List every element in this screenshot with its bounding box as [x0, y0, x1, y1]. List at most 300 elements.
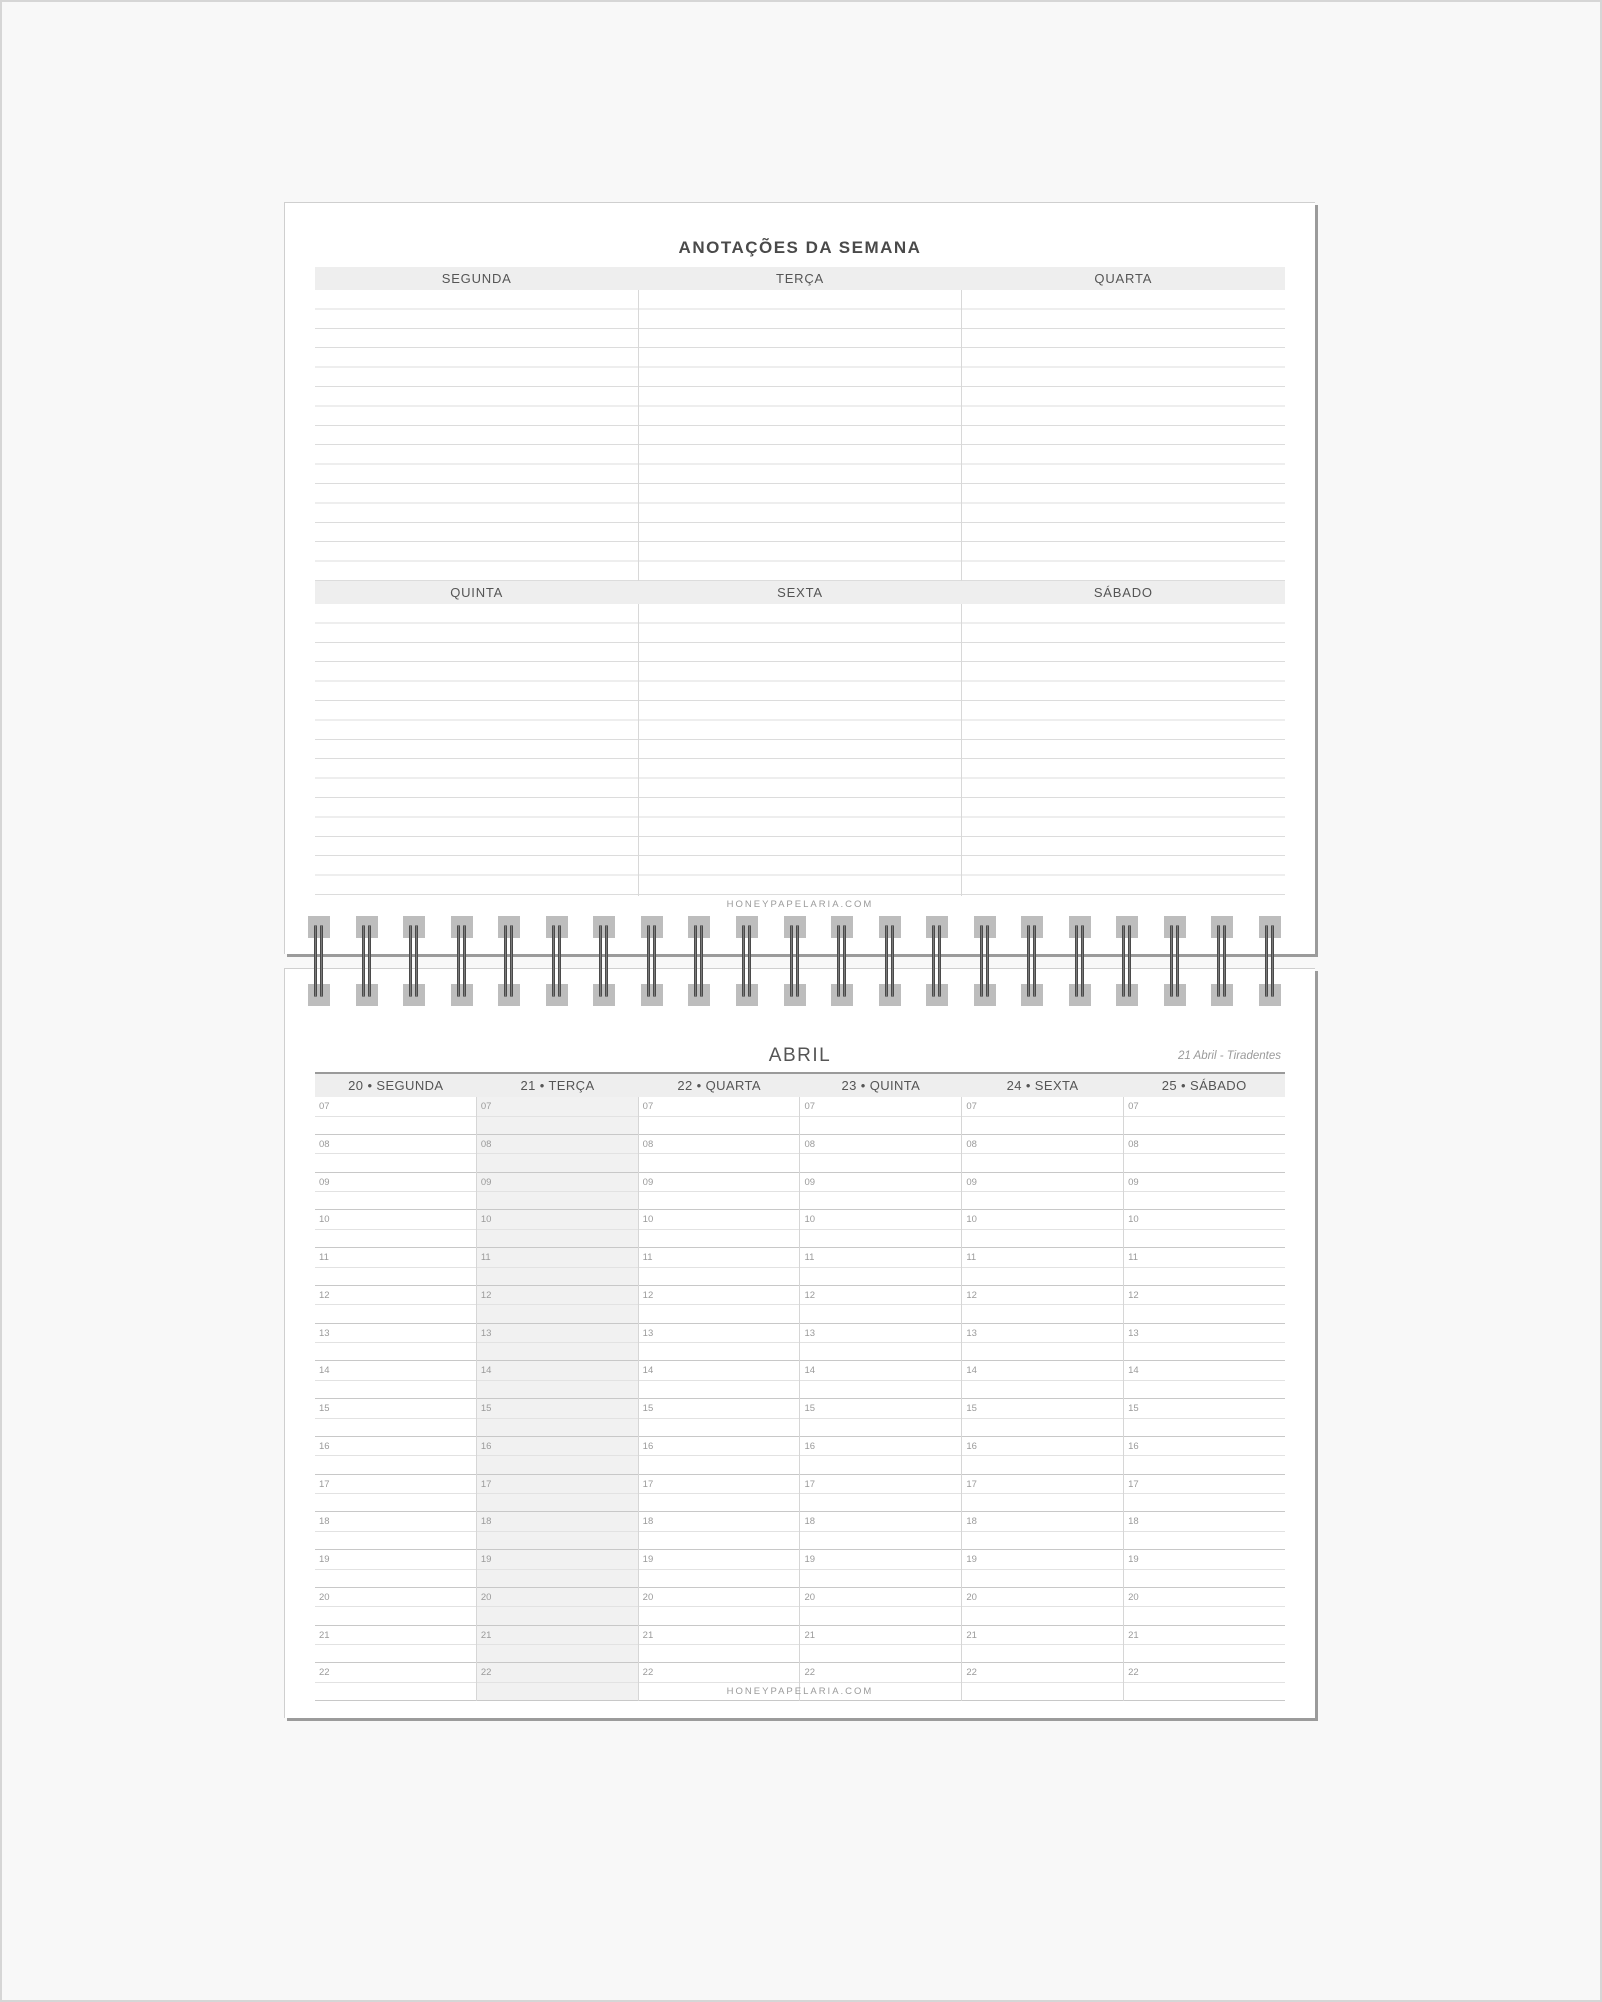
spiral-wire [980, 925, 983, 997]
week-body [315, 1097, 1285, 1701]
notes-row-1 [315, 267, 1285, 582]
hour-label: 14 [804, 1365, 816, 1377]
hour-slot[interactable] [639, 1135, 800, 1173]
hour-slot[interactable] [315, 1437, 476, 1475]
spiral-wire [700, 925, 703, 997]
hour-slot[interactable] [639, 1286, 800, 1324]
spiral-wire [362, 925, 365, 997]
hour-label: 12 [804, 1289, 816, 1301]
hour-label: 10 [804, 1214, 816, 1226]
spiral-ring [831, 916, 853, 1006]
notes-row-2-header [315, 581, 1285, 604]
notes-day-heading: QUINTA [450, 585, 504, 600]
spiral-hole-tab [974, 984, 996, 1006]
hour-slot[interactable] [1124, 1437, 1285, 1475]
hour-slot[interactable] [962, 1588, 1123, 1626]
hour-label: 22 [319, 1667, 330, 1679]
hour-slot[interactable] [962, 1512, 1123, 1550]
spiral-hole-tab [356, 916, 378, 938]
hour-label: 22 [480, 1667, 492, 1679]
notes-page-title: ANOTAÇÕES DA SEMANA [678, 238, 922, 257]
hour-label: 17 [1128, 1478, 1139, 1490]
spiral-wire [796, 925, 799, 997]
hour-slot[interactable] [315, 1626, 476, 1664]
spiral-wire [504, 925, 507, 997]
hour-slot[interactable] [800, 1324, 961, 1362]
spiral-hole-tab [736, 984, 758, 1006]
hour-slot[interactable] [639, 1173, 800, 1211]
hour-label: 11 [319, 1252, 329, 1263]
hour-slot[interactable] [477, 1361, 638, 1399]
hour-label: 08 [319, 1138, 330, 1150]
hour-slot[interactable] [315, 1248, 476, 1286]
hour-slot[interactable] [639, 1512, 800, 1550]
spiral-hole-tab [1259, 984, 1281, 1006]
hour-label: 10 [1128, 1214, 1139, 1226]
week-grid [315, 1072, 1285, 1701]
hour-label: 16 [480, 1440, 492, 1452]
hour-label: 15 [1128, 1403, 1139, 1414]
notes-writing-area[interactable] [639, 290, 963, 582]
spiral-wire [605, 925, 608, 997]
hour-label: 09 [1128, 1176, 1139, 1188]
spiral-wire [694, 925, 697, 997]
hour-label: 18 [804, 1516, 816, 1528]
spiral-hole-tab [498, 916, 520, 938]
hour-slot[interactable] [1124, 1588, 1285, 1626]
hour-slot[interactable] [315, 1512, 476, 1550]
hour-slot[interactable] [800, 1210, 961, 1248]
hour-slot[interactable] [477, 1626, 638, 1664]
week-planner-page [284, 968, 1315, 1718]
hour-label: 18 [642, 1516, 654, 1528]
hour-label: 13 [319, 1327, 330, 1339]
hour-slot[interactable] [962, 1324, 1123, 1362]
spiral-ring [1069, 916, 1091, 1006]
spiral-ring [403, 916, 425, 1006]
spiral-hole-tab [498, 984, 520, 1006]
hour-label: 13 [480, 1327, 492, 1339]
day-heading: 21 • TERÇA [520, 1078, 595, 1093]
hour-label: 16 [319, 1440, 330, 1452]
hour-slot[interactable] [639, 1550, 800, 1588]
notes-writing-area[interactable] [315, 290, 639, 582]
hour-label: 19 [804, 1554, 816, 1565]
spiral-ring [974, 916, 996, 1006]
hour-slot[interactable] [477, 1475, 638, 1513]
hour-label: 15 [966, 1403, 977, 1414]
spiral-hole-tab [926, 916, 948, 938]
hour-slot[interactable] [800, 1286, 961, 1324]
spiral-wire [885, 925, 888, 997]
hour-label: 18 [480, 1516, 492, 1528]
spiral-wire [1271, 925, 1274, 997]
spiral-hole-tab [736, 916, 758, 938]
day-heading: 23 • QUINTA [841, 1078, 921, 1093]
hour-slot[interactable] [315, 1210, 476, 1248]
spiral-wire [409, 925, 412, 997]
hour-label: 07 [642, 1101, 654, 1112]
spiral-wire [558, 925, 561, 997]
spiral-wire [599, 925, 602, 997]
hour-label: 19 [1128, 1554, 1139, 1565]
hour-slot[interactable] [477, 1097, 638, 1135]
spiral-ring [1259, 916, 1281, 1006]
spiral-hole-tab [831, 916, 853, 938]
week-header [315, 1072, 1285, 1097]
spiral-ring [546, 916, 568, 1006]
hour-slot[interactable] [315, 1588, 476, 1626]
month-title: ABRIL [768, 1045, 832, 1066]
spiral-hole-tab [1069, 984, 1091, 1006]
hour-label: 11 [480, 1252, 491, 1263]
spiral-ring [926, 916, 948, 1006]
hour-label: 09 [804, 1176, 816, 1188]
hour-label: 20 [804, 1591, 816, 1603]
hour-slot[interactable] [1124, 1097, 1285, 1135]
hour-label: 12 [480, 1289, 492, 1301]
hour-label: 17 [642, 1478, 654, 1490]
spiral-wire [415, 925, 418, 997]
hour-label: 18 [1128, 1516, 1139, 1528]
hour-label: 19 [966, 1554, 977, 1565]
hour-slot[interactable] [962, 1550, 1123, 1588]
hour-label: 08 [480, 1138, 492, 1150]
hour-slot[interactable] [800, 1437, 961, 1475]
spiral-hole-tab [1211, 916, 1233, 938]
hour-label: 17 [804, 1478, 816, 1490]
spiral-wire [1217, 925, 1220, 997]
spiral-hole-tab [784, 984, 806, 1006]
spiral-ring [1211, 916, 1233, 1006]
hour-slot[interactable] [639, 1361, 800, 1399]
hour-label: 13 [1128, 1327, 1139, 1339]
hour-slot[interactable] [1124, 1550, 1285, 1588]
hour-label: 21 [480, 1629, 492, 1641]
hour-slot[interactable] [477, 1399, 638, 1437]
hour-slot[interactable] [1124, 1248, 1285, 1286]
spiral-wire [1176, 925, 1179, 997]
spiral-hole-tab [688, 984, 710, 1006]
hour-slot[interactable] [1124, 1173, 1285, 1211]
hour-label: 11 [1128, 1252, 1139, 1263]
notes-day-heading: TERÇA [775, 271, 825, 286]
spiral-hole-tab [641, 984, 663, 1006]
hour-label: 11 [966, 1252, 977, 1263]
spiral-hole-tab [403, 916, 425, 938]
notes-writing-area[interactable] [639, 604, 963, 896]
notes-day-heading: SEGUNDA [441, 271, 512, 286]
notes-row-2 [315, 581, 1285, 896]
hour-slot[interactable] [639, 1399, 800, 1437]
hour-label: 16 [804, 1440, 816, 1452]
hour-slot[interactable] [962, 1286, 1123, 1324]
hour-slot[interactable] [477, 1248, 638, 1286]
spiral-ring [308, 916, 330, 1006]
hour-slot[interactable] [962, 1210, 1123, 1248]
spiral-wire [742, 925, 745, 997]
notes-day-heading: SÁBADO [1093, 585, 1153, 600]
hour-slot[interactable] [962, 1475, 1123, 1513]
day-heading: 25 • SÁBADO [1161, 1078, 1247, 1093]
hour-slot[interactable] [800, 1173, 961, 1211]
hour-label: 13 [642, 1327, 654, 1339]
spiral-wire [647, 925, 650, 997]
day-column [799, 1097, 961, 1701]
hour-label: 07 [804, 1101, 816, 1112]
hour-slot[interactable] [1124, 1626, 1285, 1664]
hour-slot[interactable] [477, 1437, 638, 1475]
spiral-hole-tab [308, 984, 330, 1006]
spiral-wire [837, 925, 840, 997]
spiral-hole-tab [926, 984, 948, 1006]
hour-label: 20 [480, 1591, 492, 1603]
hour-slot[interactable] [639, 1210, 800, 1248]
spiral-wire [463, 925, 466, 997]
hour-slot[interactable] [962, 1361, 1123, 1399]
hour-slot[interactable] [315, 1361, 476, 1399]
hour-slot[interactable] [639, 1324, 800, 1362]
hour-slot[interactable] [477, 1286, 638, 1324]
spiral-hole-tab [784, 916, 806, 938]
hour-slot[interactable] [1124, 1324, 1285, 1362]
spiral-wire [457, 925, 460, 997]
hour-slot[interactable] [315, 1286, 476, 1324]
hour-label: 17 [966, 1478, 977, 1490]
spiral-wire [368, 925, 371, 997]
spiral-ring [1116, 916, 1138, 1006]
spiral-hole-tab [1164, 916, 1186, 938]
hour-label: 21 [966, 1629, 977, 1641]
hour-label: 15 [319, 1403, 330, 1414]
hour-slot[interactable] [477, 1210, 638, 1248]
hour-label: 16 [1128, 1440, 1139, 1452]
hour-label: 16 [642, 1440, 654, 1452]
hour-slot[interactable] [477, 1135, 638, 1173]
spiral-hole-tab [356, 984, 378, 1006]
spiral-ring [1164, 916, 1186, 1006]
day-column [476, 1097, 638, 1701]
spiral-ring [451, 916, 473, 1006]
hour-slot[interactable] [1124, 1286, 1285, 1324]
hour-label: 22 [1128, 1667, 1139, 1679]
hour-slot[interactable] [962, 1399, 1123, 1437]
notes-page [284, 202, 1315, 954]
spiral-hole-tab [688, 916, 710, 938]
hour-slot[interactable] [800, 1588, 961, 1626]
spiral-binding [284, 914, 1315, 1006]
hour-slot[interactable] [962, 1626, 1123, 1664]
hour-label: 14 [319, 1365, 330, 1377]
hour-label: 13 [966, 1327, 977, 1339]
spiral-wire [891, 925, 894, 997]
hour-label: 15 [804, 1403, 816, 1414]
spiral-wire [790, 925, 793, 997]
hour-slot[interactable] [800, 1361, 961, 1399]
hour-slot[interactable] [639, 1097, 800, 1135]
hour-label: 22 [804, 1667, 816, 1679]
hour-label: 10 [480, 1214, 492, 1226]
hour-label: 16 [966, 1440, 977, 1452]
spiral-ring [593, 916, 615, 1006]
spiral-hole-tab [1116, 984, 1138, 1006]
hour-slot[interactable] [962, 1173, 1123, 1211]
spiral-wire [986, 925, 989, 997]
hour-label: 12 [1128, 1289, 1139, 1301]
hour-slot[interactable] [1124, 1475, 1285, 1513]
hour-slot[interactable] [800, 1626, 961, 1664]
spiral-wire [1265, 925, 1268, 997]
hour-label: 09 [642, 1176, 654, 1188]
spiral-ring [784, 916, 806, 1006]
day-column [961, 1097, 1123, 1701]
hour-slot[interactable] [800, 1512, 961, 1550]
hour-slot[interactable] [800, 1097, 961, 1135]
hour-label: 09 [319, 1176, 330, 1188]
hour-slot[interactable] [800, 1399, 961, 1437]
hour-label: 19 [319, 1554, 330, 1565]
hour-slot[interactable] [639, 1626, 800, 1664]
spiral-hole-tab [879, 916, 901, 938]
spiral-hole-tab [1116, 916, 1138, 938]
hour-slot[interactable] [477, 1588, 638, 1626]
hour-slot[interactable] [477, 1512, 638, 1550]
hour-label: 22 [966, 1667, 977, 1679]
spiral-wire [932, 925, 935, 997]
hour-slot[interactable] [315, 1399, 476, 1437]
hour-slot[interactable] [315, 1475, 476, 1513]
hour-slot[interactable] [1124, 1399, 1285, 1437]
hour-slot[interactable] [800, 1248, 961, 1286]
hour-label: 11 [642, 1252, 653, 1263]
hour-label: 20 [319, 1591, 330, 1603]
hour-label: 07 [1128, 1101, 1139, 1112]
holiday-note: 21 Abril - Tiradentes [1177, 1050, 1281, 1062]
hour-label: 20 [966, 1591, 977, 1603]
spiral-wire [653, 925, 656, 997]
spiral-wire [1223, 925, 1226, 997]
hour-slot[interactable] [1124, 1512, 1285, 1550]
spiral-hole-tab [1164, 984, 1186, 1006]
spiral-wire [843, 925, 846, 997]
hour-slot[interactable] [962, 1437, 1123, 1475]
hour-slot[interactable] [639, 1475, 800, 1513]
hour-label: 09 [966, 1176, 977, 1188]
spiral-hole-tab [1259, 916, 1281, 938]
hour-label: 07 [319, 1101, 330, 1112]
hour-slot[interactable] [1124, 1210, 1285, 1248]
hour-label: 14 [642, 1365, 654, 1377]
hour-slot[interactable] [639, 1248, 800, 1286]
hour-slot[interactable] [962, 1135, 1123, 1173]
hour-slot[interactable] [1124, 1135, 1285, 1173]
day-heading: 24 • SEXTA [1006, 1078, 1079, 1093]
notes-writing-area[interactable] [962, 290, 1285, 582]
hour-label: 08 [966, 1138, 977, 1150]
spiral-ring [356, 916, 378, 1006]
hour-label: 20 [642, 1591, 654, 1603]
spiral-hole-tab [1069, 916, 1091, 938]
hour-label: 15 [642, 1403, 654, 1414]
hour-label: 07 [966, 1101, 977, 1112]
hour-slot[interactable] [962, 1248, 1123, 1286]
spiral-hole-tab [593, 916, 615, 938]
hour-label: 17 [319, 1478, 330, 1490]
hour-slot[interactable] [639, 1588, 800, 1626]
notes-writing-area[interactable] [962, 604, 1285, 896]
spiral-hole-tab [641, 916, 663, 938]
spiral-ring [879, 916, 901, 1006]
week-page-footer: HONEYPAPELARIA.COM [726, 1686, 874, 1697]
hour-label: 20 [1128, 1591, 1139, 1603]
hour-label: 19 [480, 1554, 492, 1565]
notes-page-footer: HONEYPAPELARIA.COM [726, 899, 874, 910]
notes-row-1-lines [315, 290, 1285, 582]
spiral-ring [498, 916, 520, 1006]
hour-label: 21 [804, 1629, 816, 1641]
spiral-wire [1122, 925, 1125, 997]
spiral-hole-tab [546, 984, 568, 1006]
spiral-hole-tab [546, 916, 568, 938]
hour-slot[interactable] [639, 1437, 800, 1475]
hour-label: 15 [480, 1403, 492, 1414]
hour-slot[interactable] [477, 1324, 638, 1362]
hour-label: 08 [804, 1138, 816, 1150]
hour-label: 10 [966, 1214, 977, 1226]
day-column [638, 1097, 800, 1701]
spiral-ring [1021, 916, 1043, 1006]
spiral-hole-tab [451, 984, 473, 1006]
hour-slot[interactable] [800, 1135, 961, 1173]
hour-label: 12 [319, 1289, 330, 1301]
spiral-hole-tab [879, 984, 901, 1006]
hour-slot[interactable] [800, 1550, 961, 1588]
hour-slot[interactable] [315, 1173, 476, 1211]
hour-slot[interactable] [315, 1097, 476, 1135]
day-heading: 20 • SEGUNDA [348, 1078, 444, 1093]
spiral-wire [510, 925, 513, 997]
hour-label: 14 [480, 1365, 492, 1377]
hour-label: 14 [966, 1365, 977, 1377]
spiral-hole-tab [451, 916, 473, 938]
spiral-wire [320, 925, 323, 997]
hour-label: 07 [480, 1101, 492, 1112]
hour-slot[interactable] [315, 1550, 476, 1588]
hour-label: 18 [966, 1516, 977, 1528]
hour-slot[interactable] [1124, 1361, 1285, 1399]
spiral-wire [1075, 925, 1078, 997]
hour-slot[interactable] [962, 1097, 1123, 1135]
hour-label: 21 [319, 1629, 330, 1641]
notes-day-heading: SEXTA [777, 585, 823, 600]
hour-slot[interactable] [477, 1550, 638, 1588]
hour-label: 17 [480, 1478, 492, 1490]
spiral-hole-tab [403, 984, 425, 1006]
notes-writing-area[interactable] [315, 604, 639, 896]
spiral-wire [1081, 925, 1084, 997]
hour-slot[interactable] [315, 1135, 476, 1173]
hour-slot[interactable] [800, 1475, 961, 1513]
spiral-wire [938, 925, 941, 997]
spiral-hole-tab [1021, 916, 1043, 938]
day-heading: 22 • QUARTA [677, 1078, 761, 1093]
notes-row-2-lines [315, 604, 1285, 896]
hour-slot[interactable] [315, 1324, 476, 1362]
spiral-wire [1170, 925, 1173, 997]
day-column [1123, 1097, 1285, 1701]
hour-slot[interactable] [477, 1173, 638, 1211]
spiral-ring [641, 916, 663, 1006]
